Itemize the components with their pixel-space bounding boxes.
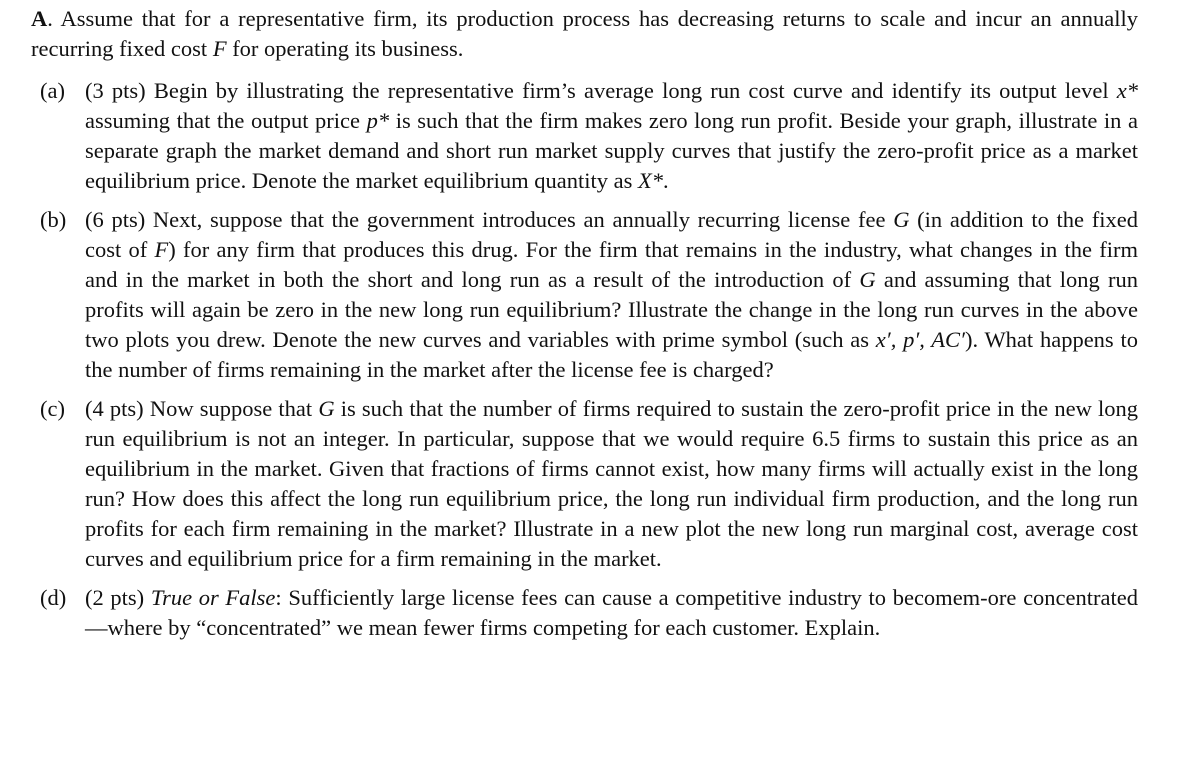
question-parts xyxy=(31,76,1138,643)
part-d-label: (d) xyxy=(40,585,67,610)
part-a-m2: p* xyxy=(366,108,390,133)
part-b-m2: F xyxy=(154,237,169,262)
part-b-t3: ) for any firm that produces this drug. For the firm that remains in the industry, what changes in the firm and in the market in both the short and long run as a result of the introduction of xyxy=(85,237,1138,292)
part-b-m3: G xyxy=(859,267,876,292)
part-a-m1: x* xyxy=(1116,78,1138,103)
intro-text-2: for operating its business. xyxy=(226,36,464,61)
part-c-label: (c) xyxy=(40,396,65,421)
part-c-t2: is such that the number of firms required to sustain the zero-profit price in the new long run equilibrium is not an integer. In particular, suppose that we would require 6.5 firms to sustain this price as an equilibrium in the market. Given that fractions of firms cannot exist, how many firms will actually exist in the long run? How does this affect the long run equilibrium price, the long run individual firm production, and the long run profits for each firm remaining in the market? Illustrate in a new plot the new long run marginal cost, average cost curves and equilibrium price for a firm remaining in the market. xyxy=(85,396,1138,571)
part-b-m4: x′, p′, AC′ xyxy=(875,327,965,352)
part-a-m3: X* xyxy=(637,168,663,193)
part-a-t4: . xyxy=(662,168,669,193)
part-a xyxy=(31,76,1138,196)
part-c xyxy=(31,394,1138,574)
intro-math-F: F xyxy=(212,36,227,61)
part-a-label: (a) xyxy=(40,78,65,103)
part-b-t5: ). What happens to the number of firms remaining in the market after the license fee is charged? xyxy=(85,327,1138,382)
part-a-text xyxy=(85,76,1138,196)
part-a-t1: (3 pts) Begin by illustrating the representative firm’s average long run cost curve and identify its output level xyxy=(85,78,1117,103)
intro-paragraph xyxy=(31,4,1138,64)
part-d-t2: : Sufficiently large license fees can cause a competitive industry to becomem-ore concentrated—where by “concentrated” we mean fewer firms competing for each customer. Explain. xyxy=(85,585,1138,640)
section-letter: A xyxy=(31,6,48,31)
part-b-t1: (6 pts) Next, suppose that the government introduces an annually recurring license fee xyxy=(85,207,894,232)
part-b-m1: G xyxy=(893,207,910,232)
part-b-label: (b) xyxy=(40,207,67,232)
part-a-t2: assuming that the output price xyxy=(85,108,367,133)
part-b-text xyxy=(85,205,1138,385)
part-d-emphasis: True or False xyxy=(150,585,276,610)
part-c-t1: (4 pts) Now suppose that xyxy=(85,396,319,421)
part-a-t3: is such that the firm makes zero long run profit. Beside your graph, illustrate in a separate graph the market demand and short run market supply curves that justify the zero-profit price as a market equilibrium price. Denote the market equilibrium quantity as xyxy=(85,108,1138,193)
part-b xyxy=(31,205,1138,385)
part-d-t1: (2 pts) xyxy=(85,585,151,610)
part-b-t2: (in addition to the fixed cost of xyxy=(85,207,1138,262)
part-b-t4: and assuming that long run profits will again be zero in the new long run equilibrium? Illustrate the change in the long run curves in the above two plots you drew. Denote the new curves and variables with prime symbol (such as xyxy=(85,267,1138,352)
part-d-text xyxy=(85,583,1138,643)
part-d xyxy=(31,583,1138,643)
part-c-text xyxy=(85,394,1138,574)
part-c-m1: G xyxy=(318,396,335,421)
intro-text-1: . Assume that for a representative firm, its production process has decreasing returns to scale and incur an annually recurring fixed cost xyxy=(31,6,1138,61)
